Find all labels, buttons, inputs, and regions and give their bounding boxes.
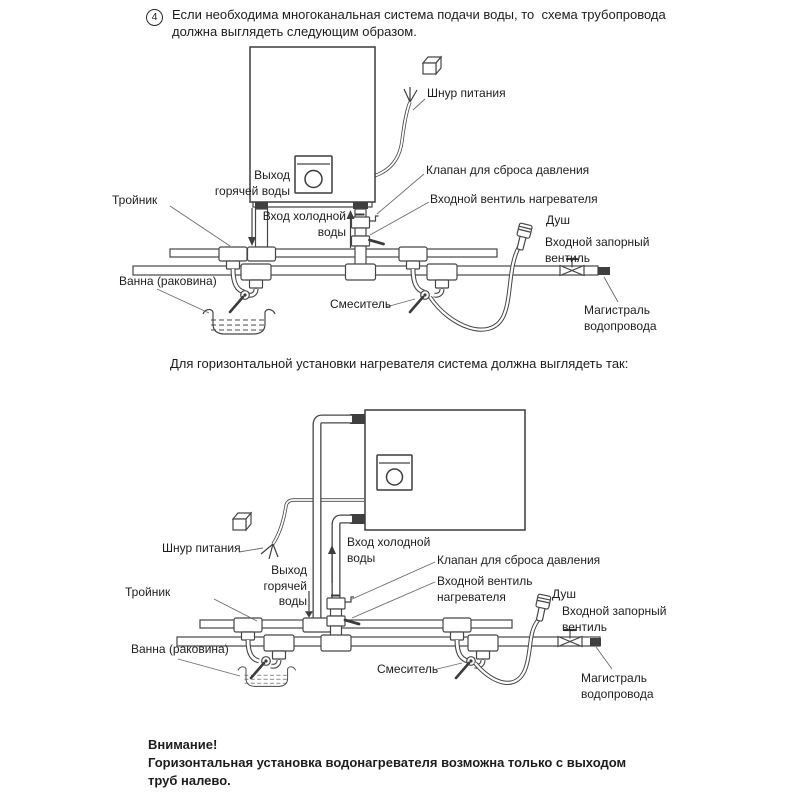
label-relief-valve: Клапан для сброса давления (426, 163, 590, 177)
tee-fitting (399, 247, 427, 261)
shower-head-icon (514, 223, 533, 251)
warning-title: Внимание! (148, 737, 218, 752)
warning-line-2: труб налево. (148, 773, 231, 788)
pressure-relief-valve (352, 215, 379, 229)
water-main-connection (590, 638, 601, 646)
label-mixer: Смеситель (330, 297, 392, 311)
label-water-main: Магистраль водопровода (584, 303, 657, 333)
power-plug-icon (233, 513, 251, 530)
tee-fitting (443, 618, 471, 632)
water-heater-horizontal (350, 410, 525, 530)
label-shutoff-valve: Входной запорный вентиль (545, 235, 650, 265)
label-shower: Душ (552, 587, 577, 601)
tee-fitting (248, 247, 276, 261)
label-relief-valve: Клапан для сброса давления (437, 553, 601, 567)
label-bath: Ванна (раковина) (119, 274, 217, 288)
label-tee: Тройник (112, 193, 158, 207)
bath-sink-icon (203, 310, 275, 334)
shower-head-icon (533, 594, 551, 622)
label-water-main: Магистраль водопровода (581, 671, 654, 701)
label-cold-water-inlet: Вход холодной воды (262, 209, 346, 239)
control-knob-icon (387, 469, 403, 485)
label-hot-water-outlet: Выход горячей воды (263, 563, 307, 608)
water-main-connection (598, 267, 610, 275)
label-shutoff-valve: Входной запорный вентиль (562, 604, 667, 634)
power-plug-icon (423, 57, 441, 74)
cold-water-pipe (177, 637, 600, 646)
label-tee: Тройник (125, 585, 171, 599)
label-mixer: Смеситель (377, 662, 439, 676)
label-inlet-valve: Входной вентиль нагревателя (430, 192, 598, 206)
middle-caption: Для горизонтальной установки нагревателя система должна выглядеть так: (170, 356, 629, 371)
bath-sink-icon (238, 667, 296, 687)
tee-fitting (234, 618, 262, 632)
mixer-tap-icon (410, 291, 429, 312)
pressure-relief-valve (327, 596, 354, 610)
intro-line-1: Если необходима многоканальная система подачи воды, то схема трубопровода (172, 7, 666, 22)
label-bath: Ванна (раковина) (131, 642, 229, 656)
heater-inlet-valve (352, 236, 384, 246)
label-inlet-valve: Входной вентиль нагревателя (437, 574, 533, 604)
label-shower: Душ (546, 213, 571, 227)
mixer-tap-icon (230, 291, 249, 312)
step-number-badge: 4 (146, 9, 163, 26)
power-cord-icon (374, 87, 417, 176)
label-hot-water-outlet: Выход горячей воды (214, 168, 290, 198)
label-power-cord: Шнур питания (427, 86, 506, 100)
tee-fitting (219, 247, 247, 261)
label-power-cord: Шнур питания (162, 541, 241, 555)
label-cold-water-inlet: Вход холодной воды (347, 535, 431, 565)
warning-line-1: Горизонтальная установка водонагревателя возможна только с выходом (148, 755, 627, 770)
intro-line-2: должна выглядеть следующим образом. (172, 24, 417, 39)
control-knob-icon (305, 171, 322, 188)
